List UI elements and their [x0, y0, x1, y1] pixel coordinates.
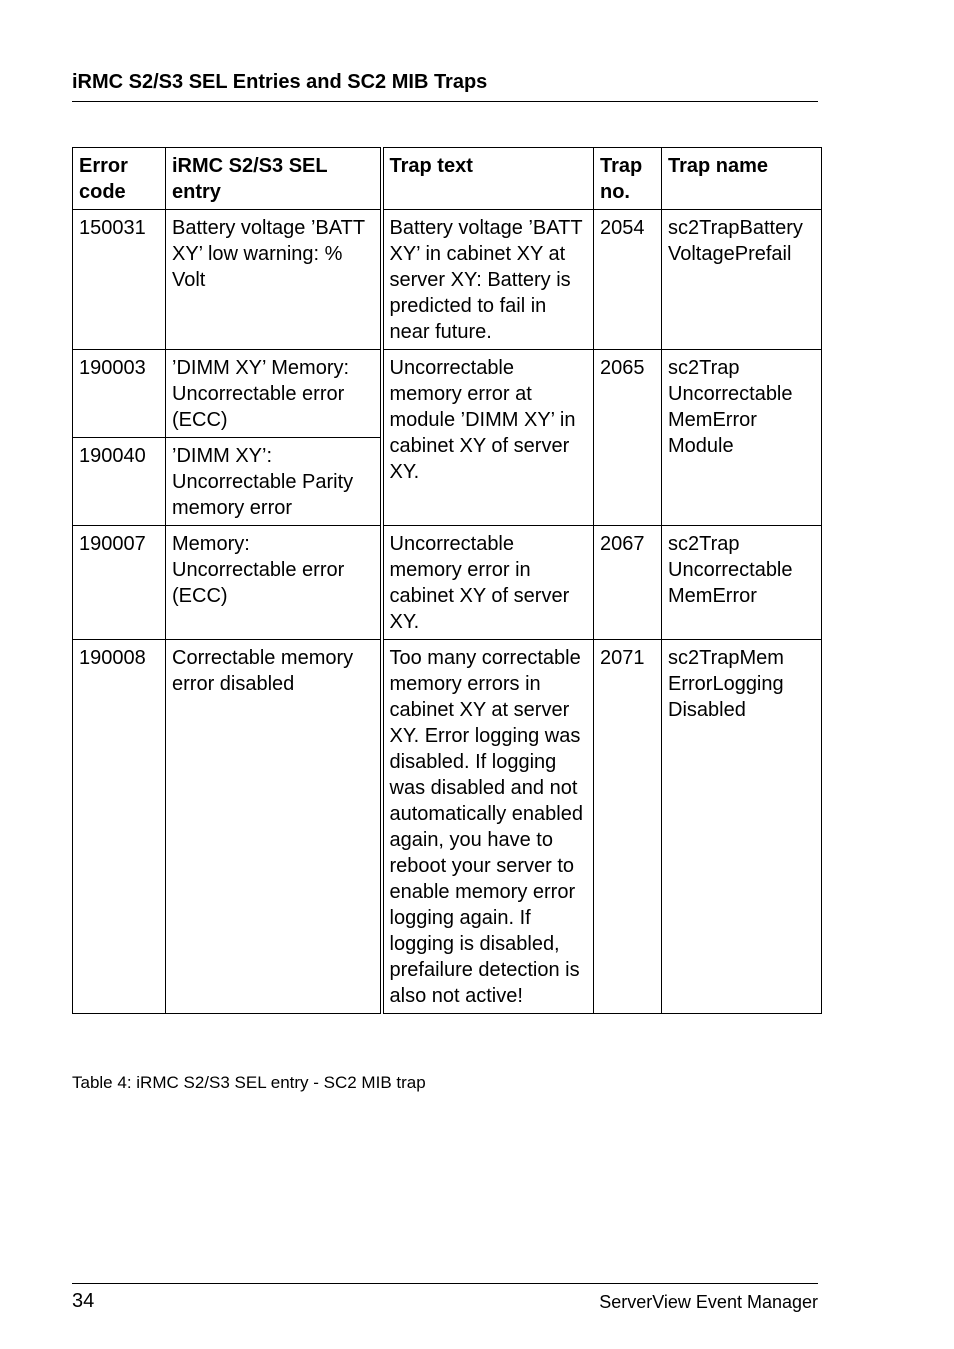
error-code-cell: 190007 — [73, 526, 166, 640]
sel-trap-table — [72, 147, 822, 1014]
trap-name-cell: sc2TrapMem ErrorLogging Disabled — [662, 640, 822, 1014]
error-code-cell: 190008 — [73, 640, 166, 1014]
trap-text-cell: Battery voltage ’BATT XY’ in cabinet XY at server XY: Battery is predicted to fail in near future. — [382, 210, 594, 350]
trap-text-cell: Too many correctable memory errors in cabinet XY at server XY. Error logging was disabled. If logging was disabled and not automatically enabled again, you have to reboot your server to enable memory error logging again. If logging is disabled, prefailure detection is also not active! — [382, 640, 594, 1014]
table-row — [73, 640, 822, 1014]
header-trap-text: Trap text — [382, 148, 594, 210]
page-header-title: iRMC S2/S3 SEL Entries and SC2 MIB Traps — [72, 71, 488, 93]
trap-name-cell: sc2Trap Uncorrectable MemError — [662, 526, 822, 640]
page-number: 34 — [72, 1290, 95, 1312]
sel-entry-cell: Memory: Uncorrectable error (ECC) — [166, 526, 382, 640]
header-error-code: Error code — [73, 148, 166, 210]
sel-entry-cell: ’DIMM XY’: Uncorrectable Parity memory error — [166, 438, 382, 526]
table-row — [73, 350, 822, 438]
sel-entry-cell: ’DIMM XY’ Memory: Uncorrectable error (ECC) — [166, 350, 382, 438]
error-code-cell: 190040 — [73, 438, 166, 526]
trap-text-cell: Uncorrectable memory error at module ’DIMM XY’ in cabinet XY of server XY. — [382, 350, 594, 526]
footer-divider — [72, 1283, 818, 1284]
error-code-cell: 190003 — [73, 350, 166, 438]
table-row — [73, 210, 822, 350]
header-trap-name: Trap name — [662, 148, 822, 210]
header-divider — [72, 101, 818, 102]
trap-no-cell: 2065 — [594, 350, 662, 526]
trap-no-cell: 2071 — [594, 640, 662, 1014]
trap-no-cell: 2054 — [594, 210, 662, 350]
footer-title: ServerView Event Manager — [599, 1292, 818, 1312]
header-trap-no: Trap no. — [594, 148, 662, 210]
table-row — [73, 526, 822, 640]
error-code-cell: 150031 — [73, 210, 166, 350]
trap-no-cell: 2067 — [594, 526, 662, 640]
sel-entry-cell: Correctable memory error disabled — [166, 640, 382, 1014]
trap-name-cell: sc2TrapBattery VoltagePrefail — [662, 210, 822, 350]
header-sel-entry: iRMC S2/S3 SEL entry — [166, 148, 382, 210]
sel-entry-cell: Battery voltage ’BATT XY’ low warning: % Volt — [166, 210, 382, 350]
table-caption: Table 4: iRMC S2/S3 SEL entry - SC2 MIB trap — [72, 1073, 426, 1092]
trap-text-cell: Uncorrectable memory error in cabinet XY of server XY. — [382, 526, 594, 640]
table-header-row — [73, 148, 822, 210]
trap-name-cell: sc2Trap Uncorrectable MemError Module — [662, 350, 822, 526]
